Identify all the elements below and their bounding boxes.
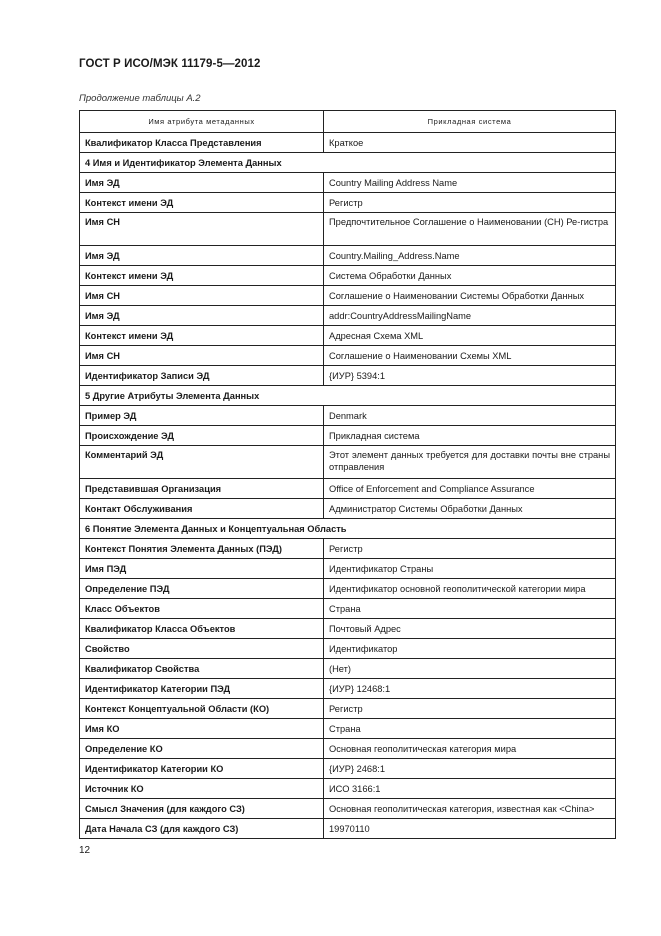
- section-title: 4 Имя и Идентификатор Элемента Данных: [80, 153, 616, 173]
- attribute-value-cell: Соглашение о Наименовании Системы Обработки Данных: [324, 286, 616, 306]
- document-header: ГОСТ Р ИСО/МЭК 11179-5—2012: [79, 58, 261, 70]
- table-row: [80, 659, 616, 679]
- attribute-value-cell: Соглашение о Наименовании Схемы XML: [324, 346, 616, 366]
- attribute-value-cell: Прикладная система: [324, 426, 616, 446]
- attribute-name-cell: Идентификатор Категории ПЭД: [80, 679, 324, 699]
- attribute-value-cell: {ИУР} 2468:1: [324, 759, 616, 779]
- attribute-value-cell: Администратор Системы Обработки Данных: [324, 499, 616, 519]
- table-row: [80, 699, 616, 719]
- table-row: [80, 246, 616, 266]
- section-row: [80, 153, 616, 173]
- attribute-name-cell: Контакт Обслуживания: [80, 499, 324, 519]
- section-title: 5 Другие Атрибуты Элемента Данных: [80, 386, 616, 406]
- section-title: 6 Понятие Элемента Данных и Концептуальная Область: [80, 519, 616, 539]
- table-row: [80, 719, 616, 739]
- attribute-value-cell: {ИУР} 5394:1: [324, 366, 616, 386]
- attribute-name-cell: Контекст Понятия Элемента Данных (ПЭД): [80, 539, 324, 559]
- attribute-name-cell: Квалификатор Класса Объектов: [80, 619, 324, 639]
- table-row: [80, 326, 616, 346]
- table-body: [80, 133, 616, 839]
- column-header-attribute: Имя атрибута метаданных: [80, 111, 324, 133]
- attribute-name-cell: Имя ЭД: [80, 173, 324, 193]
- attribute-value-cell: Адресная Схема XML: [324, 326, 616, 346]
- section-row: [80, 386, 616, 406]
- page-number: 12: [79, 845, 91, 856]
- table-row: [80, 446, 616, 479]
- table-row: [80, 819, 616, 839]
- attribute-name-cell: Определение ПЭД: [80, 579, 324, 599]
- attribute-value-cell: addr:CountryAddressMailingName: [324, 306, 616, 326]
- attribute-value-cell: Страна: [324, 719, 616, 739]
- attribute-value-cell: Почтовый Адрес: [324, 619, 616, 639]
- attribute-name-cell: Имя ЭД: [80, 246, 324, 266]
- attribute-value-cell: Office of Enforcement and Compliance Assurance: [324, 479, 616, 499]
- table-row: [80, 499, 616, 519]
- attribute-value-cell: Country.Mailing_Address.Name: [324, 246, 616, 266]
- attribute-name-cell: Имя ПЭД: [80, 559, 324, 579]
- table-row: [80, 559, 616, 579]
- table-row: [80, 619, 616, 639]
- attribute-value-cell: Идентификатор: [324, 639, 616, 659]
- table-row: [80, 779, 616, 799]
- attribute-value-cell: Регистр: [324, 539, 616, 559]
- table-row: [80, 599, 616, 619]
- column-header-application: Прикладная система: [324, 111, 616, 133]
- attribute-value-cell: Регистр: [324, 193, 616, 213]
- attribute-name-cell: Дата Начала СЗ (для каждого СЗ): [80, 819, 324, 839]
- attribute-value-cell: Идентификатор Страны: [324, 559, 616, 579]
- attribute-name-cell: Контекст имени ЭД: [80, 193, 324, 213]
- table-caption: Продолжение таблицы А.2: [79, 93, 201, 104]
- table-header-row: [80, 111, 616, 133]
- attribute-name-cell: Имя СН: [80, 286, 324, 306]
- attribute-value-cell: Система Обработки Данных: [324, 266, 616, 286]
- attribute-name-cell: Имя ЭД: [80, 306, 324, 326]
- table-row: [80, 266, 616, 286]
- attribute-value-cell: Country Mailing Address Name: [324, 173, 616, 193]
- table-row: [80, 739, 616, 759]
- table-row: [80, 799, 616, 819]
- table-row: [80, 406, 616, 426]
- attribute-value-cell: Основная геополитическая категория мира: [324, 739, 616, 759]
- attribute-name-cell: Контекст имени ЭД: [80, 326, 324, 346]
- table-row: [80, 539, 616, 559]
- table-row: [80, 193, 616, 213]
- attribute-name-cell: Пример ЭД: [80, 406, 324, 426]
- attribute-name-cell: Свойство: [80, 639, 324, 659]
- attribute-name-cell: Контекст имени ЭД: [80, 266, 324, 286]
- table-row: [80, 286, 616, 306]
- table-row: [80, 426, 616, 446]
- table-row: [80, 679, 616, 699]
- attribute-value-cell: 19970110: [324, 819, 616, 839]
- attribute-value-cell: Denmark: [324, 406, 616, 426]
- table-row: [80, 173, 616, 193]
- attribute-value-cell: Предпочтительное Соглашение о Наименовании (СН) Ре-гистра: [324, 213, 616, 246]
- table-row: [80, 479, 616, 499]
- attribute-value-cell: ИСО 3166:1: [324, 779, 616, 799]
- attribute-name-cell: Имя КО: [80, 719, 324, 739]
- attribute-value-cell: Идентификатор основной геополитической категории мира: [324, 579, 616, 599]
- table-row: [80, 346, 616, 366]
- attribute-name-cell: Источник КО: [80, 779, 324, 799]
- table-row: [80, 759, 616, 779]
- attribute-name-cell: Имя СН: [80, 213, 324, 246]
- attribute-name-cell: Комментарий ЭД: [80, 446, 324, 479]
- attribute-name-cell: Идентификатор Категории КО: [80, 759, 324, 779]
- attribute-name-cell: Класс Объектов: [80, 599, 324, 619]
- attribute-name-cell: Имя СН: [80, 346, 324, 366]
- attribute-name-cell: Контекст Концептуальной Области (КО): [80, 699, 324, 719]
- metadata-table: [79, 110, 616, 839]
- table-row: [80, 366, 616, 386]
- attribute-value-cell: Этот элемент данных требуется для доставки почты вне страны отправления: [324, 446, 616, 479]
- attribute-value-cell: {ИУР} 12468:1: [324, 679, 616, 699]
- attribute-name-cell: Смысл Значения (для каждого СЗ): [80, 799, 324, 819]
- attribute-name-cell: Происхождение ЭД: [80, 426, 324, 446]
- attribute-value-cell: Страна: [324, 599, 616, 619]
- table-row: [80, 213, 616, 246]
- attribute-name-cell: Квалификатор Класса Представления: [80, 133, 324, 153]
- table-row: [80, 133, 616, 153]
- attribute-name-cell: Идентификатор Записи ЭД: [80, 366, 324, 386]
- attribute-value-cell: Краткое: [324, 133, 616, 153]
- attribute-value-cell: Регистр: [324, 699, 616, 719]
- table-row: [80, 639, 616, 659]
- section-row: [80, 519, 616, 539]
- attribute-name-cell: Квалификатор Свойства: [80, 659, 324, 679]
- attribute-value-cell: (Нет): [324, 659, 616, 679]
- table-row: [80, 579, 616, 599]
- attribute-name-cell: Представившая Организация: [80, 479, 324, 499]
- attribute-name-cell: Определение КО: [80, 739, 324, 759]
- attribute-value-cell: Основная геополитическая категория, известная как <China>: [324, 799, 616, 819]
- table-row: [80, 306, 616, 326]
